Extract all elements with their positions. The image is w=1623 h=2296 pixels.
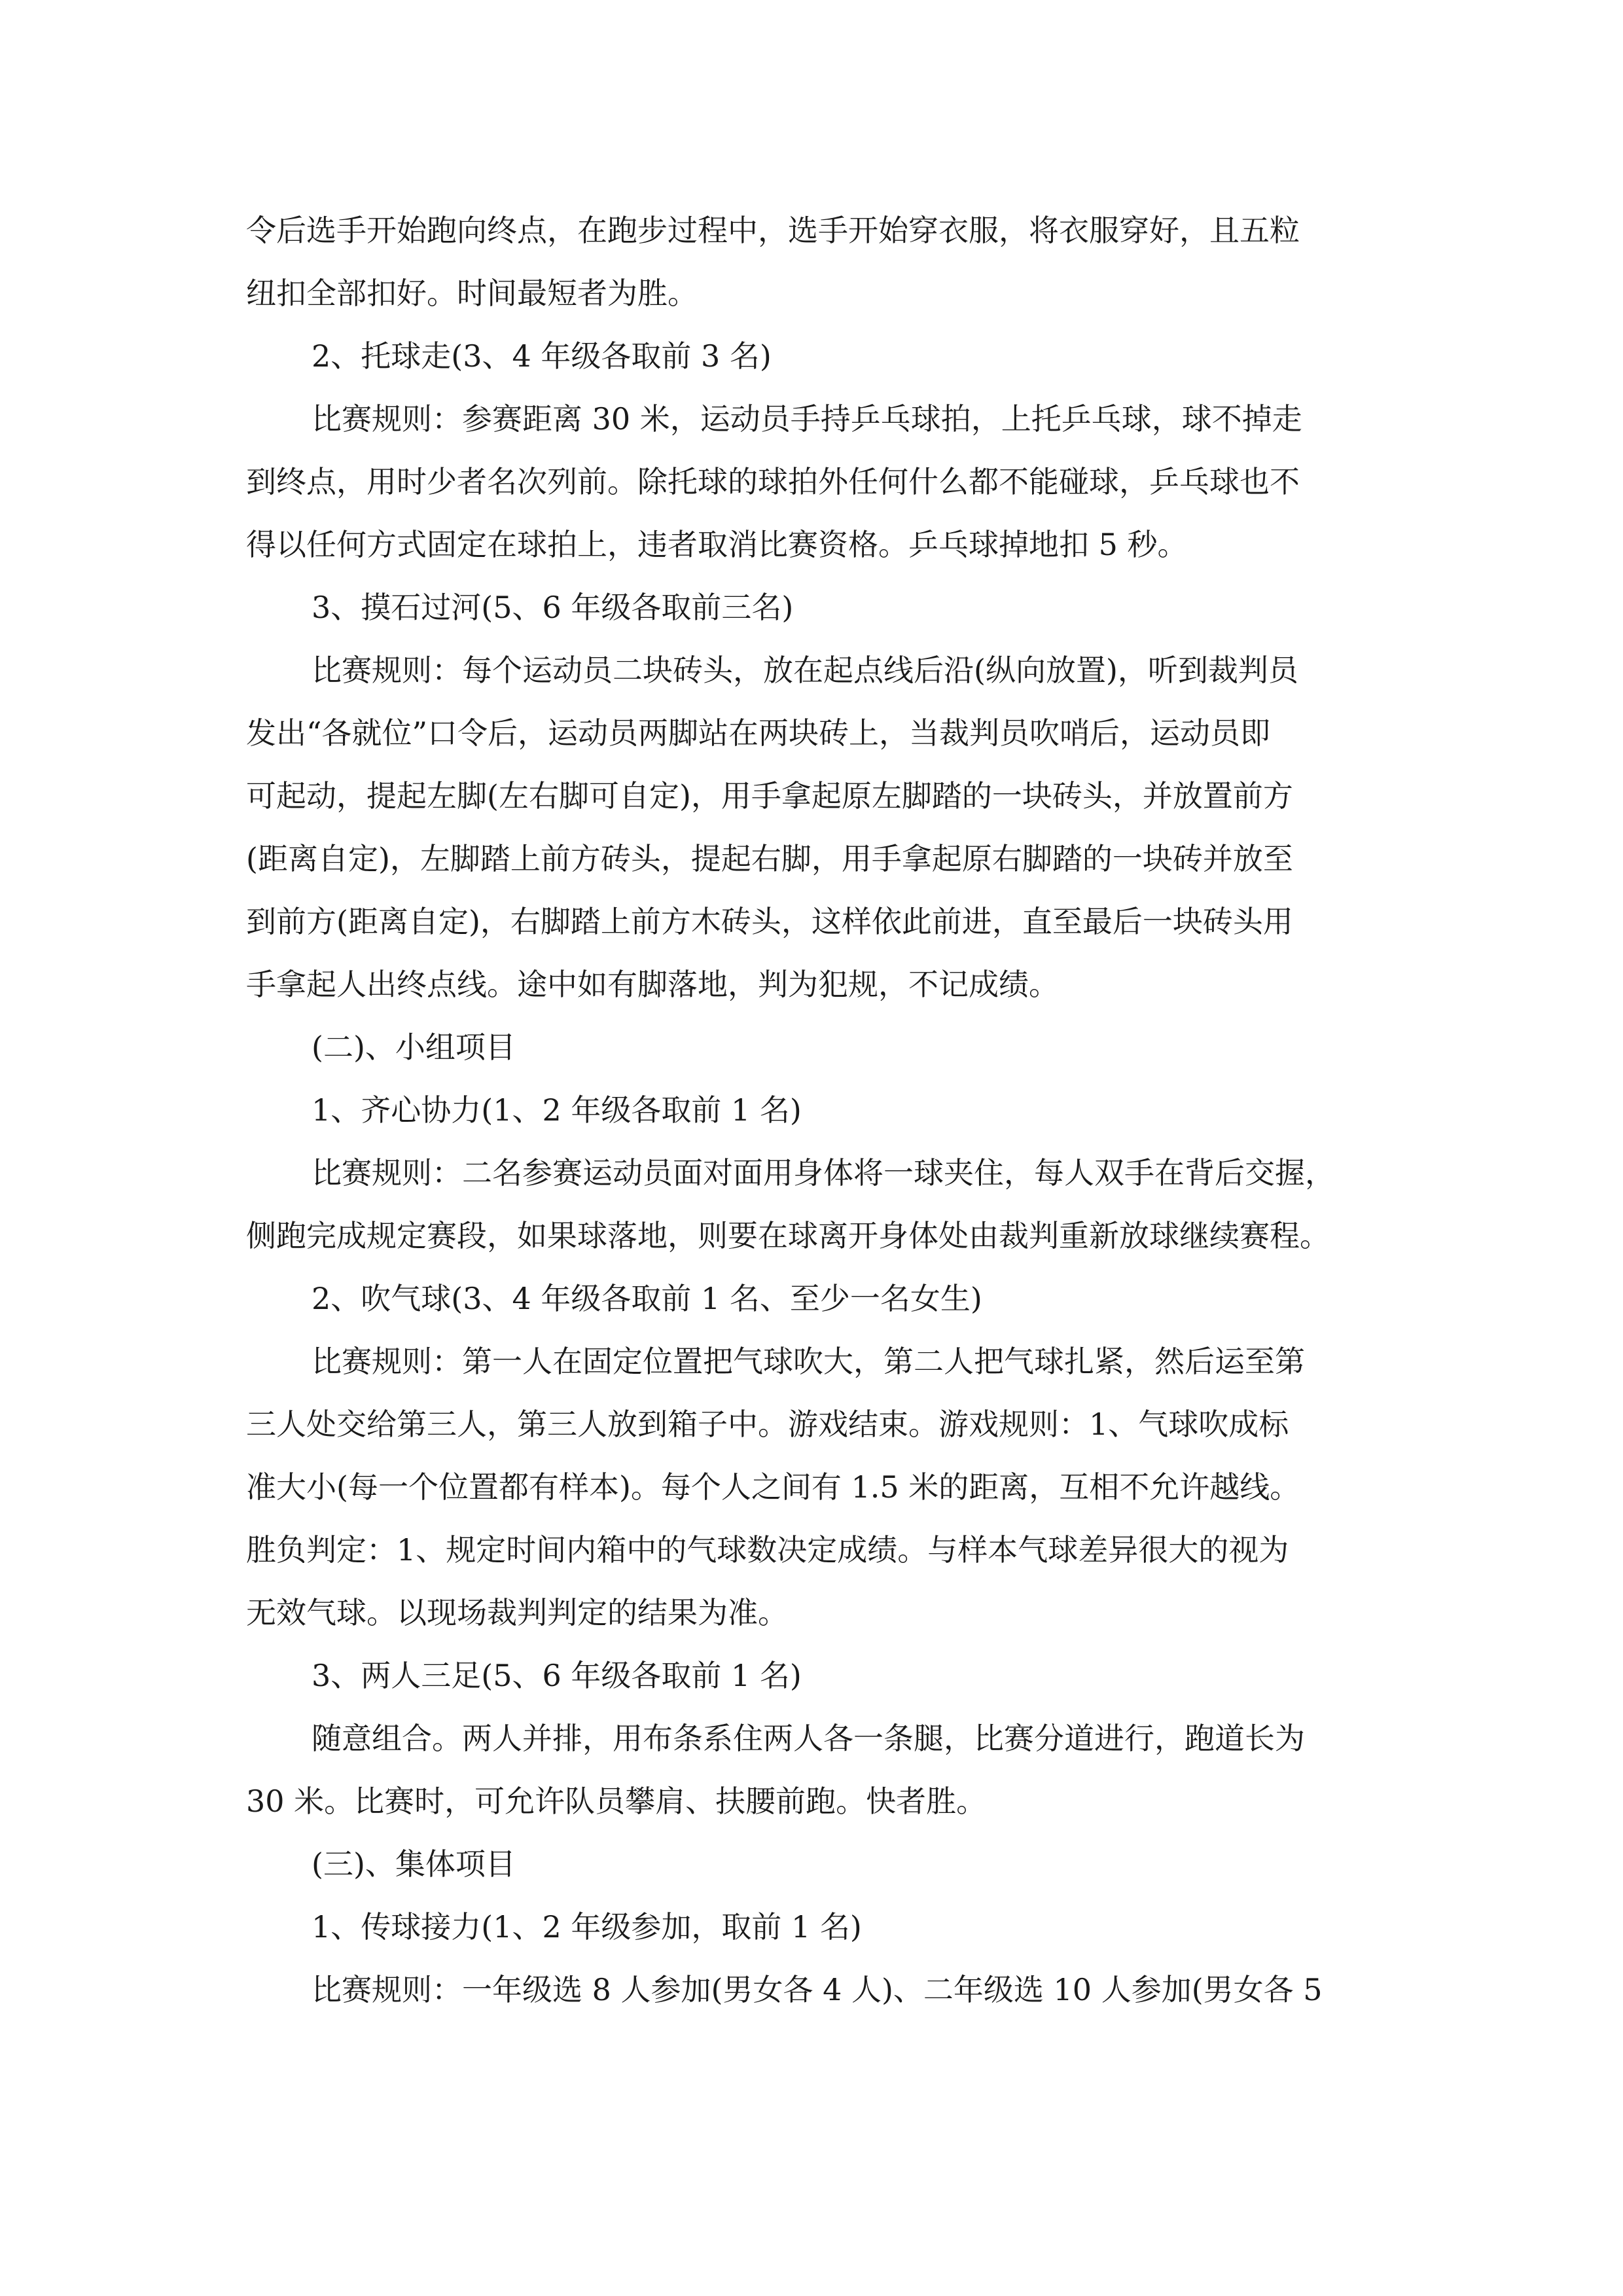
text-line: 纽扣全部扣好。时间最短者为胜。 [246, 276, 698, 311]
section-heading: 2、吹气球(3、4 年级各取前 1 名、至少一名女生) [312, 1281, 982, 1316]
text-line: 可起动，提起左脚(左右脚可自定)，用手拿起原左脚踏的一块砖头，并放置前方 [246, 778, 1293, 814]
text-line: 30 米。比赛时，可允许队员攀肩、扶腰前跑。快者胜。 [246, 1784, 987, 1819]
text-line: 比赛规则：参赛距离 30 米，运动员手持乒乓球拍，上托乒乓球，球不掉走 [312, 401, 1302, 437]
text-line: 侧跑完成规定赛段，如果球落地，则要在球离开身体处由裁判重新放球继续赛程。 [246, 1218, 1330, 1253]
section-heading: 3、摸石过河(5、6 年级各取前三名) [312, 590, 794, 625]
text-line: 得以任何方式固定在球拍上，违者取消比赛资格。乒乓球掉地扣 5 秒。 [246, 527, 1188, 562]
text-line: 随意组合。两人并排，用布条系住两人各一条腿，比赛分道进行，跑道长为 [312, 1721, 1305, 1756]
text-line: 令后选手开始跑向终点，在跑步过程中，选手开始穿衣服，将衣服穿好，且五粒 [246, 213, 1300, 248]
text-line: 发出“各就位”口令后，运动员两脚站在两块砖上，当裁判员吹哨后，运动员即 [246, 715, 1271, 751]
text-line: 比赛规则：每个运动员二块砖头，放在起点线后沿(纵向放置)，听到裁判员 [312, 653, 1298, 688]
section-heading: 1、传球接力(1、2 年级参加，取前 1 名) [312, 1909, 862, 1945]
text-line: 准大小(每一个位置都有样本)。每个人之间有 1.5 米的距离，互相不允许越线。 [246, 1469, 1300, 1505]
text-line: 无效气球。以现场裁判判定的结果为准。 [246, 1595, 788, 1630]
text-line: (距离自定)，左脚踏上前方砖头，提起右脚，用手拿起原右脚踏的一块砖并放至 [246, 841, 1293, 876]
section-heading: 2、托球走(3、4 年级各取前 3 名) [312, 338, 772, 374]
text-line: 胜负判定：1、规定时间内箱中的气球数决定成绩。与样本气球差异很大的视为 [246, 1532, 1289, 1568]
text-line: 三人处交给第三人，第三人放到箱子中。游戏结束。游戏规则：1、气球吹成标 [246, 1407, 1289, 1442]
text-line: 手拿起人出终点线。途中如有脚落地，判为犯规，不记成绩。 [246, 967, 1059, 1002]
category-heading: (二)、小组项目 [312, 1030, 516, 1065]
category-heading: (三)、集体项目 [312, 1846, 516, 1882]
text-line: 比赛规则：第一人在固定位置把气球吹大，第二人把气球扎紧，然后运至第 [312, 1344, 1305, 1379]
section-heading: 1、齐心协力(1、2 年级各取前 1 名) [312, 1092, 802, 1128]
section-heading: 3、两人三足(5、6 年级各取前 1 名) [312, 1658, 802, 1693]
text-line: 到前方(距离自定)，右脚踏上前方木砖头，这样依此前进，直至最后一块砖头用 [246, 904, 1293, 939]
text-line: 比赛规则：一年级选 8 人参加(男女各 4 人)、二年级选 10 人参加(男女各 5 [312, 1972, 1323, 2007]
text-line: 比赛规则：二名参赛运动员面对面用身体将一球夹住，每人双手在背后交握， [312, 1155, 1335, 1191]
text-line: 到终点，用时少者名次列前。除托球的球拍外任何什么都不能碰球，乒乓球也不 [246, 464, 1300, 499]
